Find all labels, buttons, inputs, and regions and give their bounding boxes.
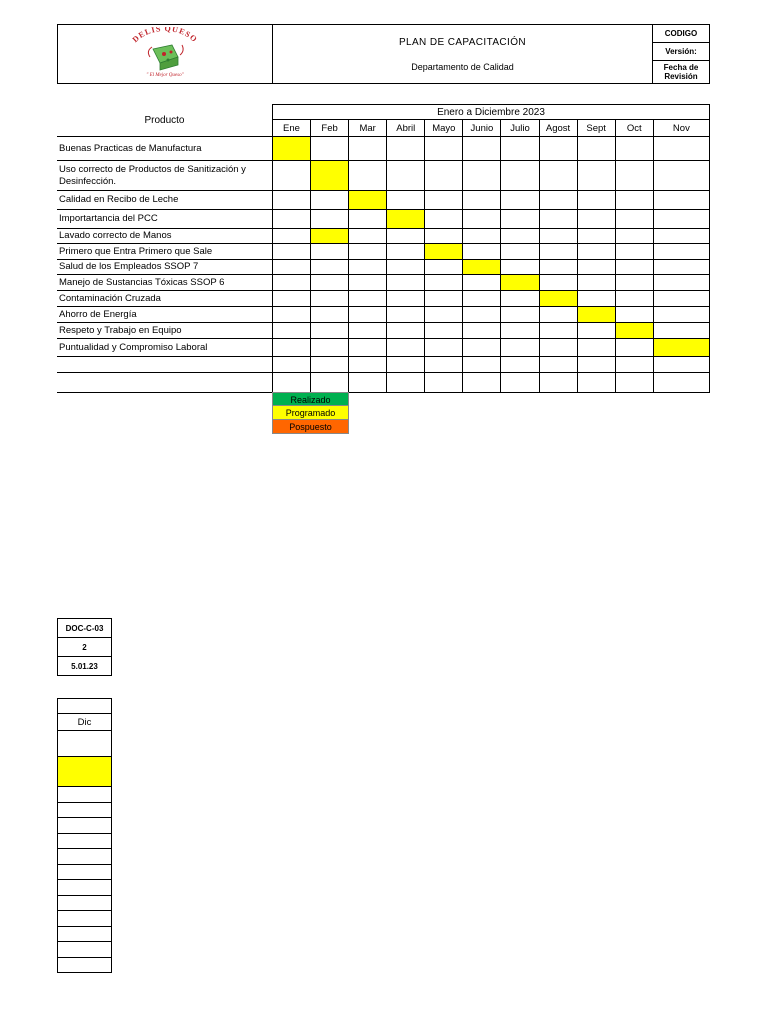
product-name: Puntualidad y Compromiso Laboral: [57, 339, 272, 357]
schedule-cell: [615, 307, 653, 323]
dic-cell: [58, 911, 112, 927]
schedule-cell: [463, 161, 501, 191]
schedule-cell: [539, 275, 577, 291]
dic-cell: [58, 942, 112, 958]
legend-done: Realizado: [272, 392, 349, 406]
schedule-cell: [311, 291, 349, 307]
product-name: Salud de los Empleados SSOP 7: [57, 260, 272, 275]
schedule-cell: [349, 373, 387, 393]
cheese-icon: [148, 45, 183, 70]
schedule-cell: [653, 291, 709, 307]
schedule-cell: [272, 210, 310, 229]
schedule-cell: [501, 339, 539, 357]
schedule-cell: [539, 161, 577, 191]
schedule-cell: [501, 260, 539, 275]
schedule-cell: [615, 339, 653, 357]
schedule-cell: [463, 137, 501, 161]
month-header-6: Julio: [501, 120, 539, 137]
schedule-cell: [387, 260, 425, 275]
schedule-cell: [387, 137, 425, 161]
schedule-cell: [615, 191, 653, 210]
schedule-cell: [539, 137, 577, 161]
schedule-cell: [425, 137, 463, 161]
scheduled-cell: [539, 291, 577, 307]
legend-postponed: Pospuesto: [272, 420, 349, 434]
schedule-cell: [463, 275, 501, 291]
schedule-cell: [653, 357, 709, 373]
dic-cell: [58, 864, 112, 880]
scheduled-cell: [577, 307, 615, 323]
month-header-10: Nov: [653, 120, 709, 137]
schedule-cell: [272, 323, 310, 339]
schedule-cell: [425, 229, 463, 244]
dic-cell: [58, 957, 112, 973]
schedule-cell: [501, 357, 539, 373]
schedule-cell: [615, 260, 653, 275]
schedule-cell: [387, 275, 425, 291]
schedule-row: [57, 260, 710, 275]
schedule-cell: [463, 339, 501, 357]
schedule-cell: [311, 191, 349, 210]
scheduled-cell: [501, 275, 539, 291]
month-header-9: Oct: [615, 120, 653, 137]
document-header: [57, 24, 710, 84]
dic-cell: [58, 880, 112, 896]
schedule-cell: [311, 339, 349, 357]
schedule-row: [57, 161, 710, 191]
schedule-cell: [577, 260, 615, 275]
schedule-cell: [653, 229, 709, 244]
schedule-cell: [577, 373, 615, 393]
schedule-cell: [463, 191, 501, 210]
schedule-row: [57, 210, 710, 229]
schedule-cell: [272, 161, 310, 191]
schedule-cell: [387, 244, 425, 260]
schedule-row: [57, 191, 710, 210]
schedule-cell: [615, 210, 653, 229]
scheduled-cell: [653, 339, 709, 357]
schedule-cell: [425, 307, 463, 323]
schedule-cell: [463, 229, 501, 244]
schedule-cell: [539, 210, 577, 229]
schedule-row: [57, 244, 710, 260]
schedule-cell: [463, 307, 501, 323]
product-name: Lavado correcto de Manos: [57, 229, 272, 244]
dic-top-cell: [58, 699, 112, 714]
schedule-cell: [577, 291, 615, 307]
product-name: Primero que Entra Primero que Sale: [57, 244, 272, 260]
schedule-cell: [615, 161, 653, 191]
product-name: Importartancia del PCC: [57, 210, 272, 229]
schedule-cell: [425, 161, 463, 191]
month-header-0: Ene: [272, 120, 310, 137]
schedule-row: [57, 357, 710, 373]
schedule-cell: [387, 191, 425, 210]
schedule-cell: [653, 260, 709, 275]
schedule-cell: [501, 373, 539, 393]
schedule-cell: [577, 339, 615, 357]
dic-cell: [58, 818, 112, 834]
schedule-cell: [653, 244, 709, 260]
dic-column-overflow: [57, 698, 112, 973]
schedule-cell: [349, 260, 387, 275]
schedule-cell: [539, 357, 577, 373]
schedule-cell: [349, 161, 387, 191]
schedule-cell: [272, 291, 310, 307]
schedule-cell: [539, 323, 577, 339]
schedule-cell: [349, 210, 387, 229]
schedule-cell: [311, 137, 349, 161]
schedule-cell: [349, 137, 387, 161]
product-name: Respeto y Trabajo en Equipo: [57, 323, 272, 339]
schedule-cell: [653, 210, 709, 229]
schedule-cell: [387, 339, 425, 357]
svg-text:DELIS QUESO: [131, 27, 200, 44]
schedule-cell: [425, 260, 463, 275]
schedule-row: [57, 275, 710, 291]
schedule-cell: [387, 307, 425, 323]
schedule-cell: [615, 275, 653, 291]
month-header-8: Sept: [577, 120, 615, 137]
product-name: Contaminación Cruzada: [57, 291, 272, 307]
schedule-cell: [501, 244, 539, 260]
schedule-cell: [463, 323, 501, 339]
schedule-cell: [272, 244, 310, 260]
schedule-cell: [501, 323, 539, 339]
schedule-cell: [311, 210, 349, 229]
dic-cell: [58, 731, 112, 757]
schedule-cell: [387, 373, 425, 393]
schedule-cell: [311, 373, 349, 393]
schedule-cell: [463, 210, 501, 229]
schedule-cell: [501, 161, 539, 191]
month-header-5: Junio: [463, 120, 501, 137]
product-column-header: Producto: [57, 105, 272, 137]
dic-scheduled-cell: [58, 757, 112, 787]
schedule-cell: [272, 307, 310, 323]
schedule-cell: [425, 210, 463, 229]
dic-cell: [58, 926, 112, 942]
schedule-cell: [653, 307, 709, 323]
scheduled-cell: [425, 244, 463, 260]
schedule-cell: [539, 339, 577, 357]
page-title: PLAN DE CAPACITACIÓN: [398, 36, 527, 48]
status-legend: [272, 392, 349, 434]
schedule-cell: [349, 357, 387, 373]
schedule-cell: [425, 275, 463, 291]
logo-cell: [58, 25, 273, 84]
schedule-cell: [425, 323, 463, 339]
logo-slogan: " El Mejor Queso": [146, 72, 184, 77]
schedule-cell: [349, 275, 387, 291]
schedule-row: [57, 229, 710, 244]
schedule-cell: [577, 244, 615, 260]
month-header-1: Feb: [311, 120, 349, 137]
schedule-cell: [311, 244, 349, 260]
schedule-cell: [615, 137, 653, 161]
schedule-cell: [387, 357, 425, 373]
scheduled-cell: [311, 161, 349, 191]
document-code-values: [57, 618, 112, 676]
schedule-cell: [501, 291, 539, 307]
department-name: Departamento de Calidad: [411, 61, 514, 72]
schedule-cell: [539, 244, 577, 260]
schedule-cell: [349, 244, 387, 260]
schedule-cell: [349, 307, 387, 323]
schedule-cell: [272, 260, 310, 275]
version-label: Versión:: [653, 42, 710, 60]
schedule-cell: [501, 137, 539, 161]
date-range-header: Enero a Diciembre 2023: [272, 105, 709, 120]
schedule-cell: [272, 357, 310, 373]
product-name: Calidad en Recibo de Leche: [57, 191, 272, 210]
schedule-cell: [615, 291, 653, 307]
schedule-cell: [539, 229, 577, 244]
schedule-cell: [653, 137, 709, 161]
dic-cell: [58, 802, 112, 818]
schedule-row: [57, 291, 710, 307]
schedule-cell: [387, 229, 425, 244]
schedule-row: [57, 137, 710, 161]
schedule-cell: [615, 357, 653, 373]
schedule-cell: [425, 357, 463, 373]
fecha-label: Fecha de Revisión: [653, 60, 710, 83]
schedule-row: [57, 307, 710, 323]
schedule-cell: [577, 137, 615, 161]
schedule-cell: [653, 373, 709, 393]
schedule-cell: [615, 244, 653, 260]
scheduled-cell: [272, 137, 310, 161]
dic-cell: [58, 849, 112, 865]
schedule-row: [57, 373, 710, 393]
schedule-cell: [463, 357, 501, 373]
version-value: 2: [58, 638, 112, 657]
schedule-cell: [387, 161, 425, 191]
scheduled-cell: [615, 323, 653, 339]
month-header-7: Agost: [539, 120, 577, 137]
schedule-cell: [539, 260, 577, 275]
schedule-cell: [577, 210, 615, 229]
schedule-cell: [501, 229, 539, 244]
schedule-cell: [425, 191, 463, 210]
schedule-cell: [272, 229, 310, 244]
schedule-cell: [311, 307, 349, 323]
schedule-cell: [577, 191, 615, 210]
schedule-cell: [349, 229, 387, 244]
schedule-cell: [653, 323, 709, 339]
schedule-cell: [349, 291, 387, 307]
scheduled-cell: [387, 210, 425, 229]
delis-queso-logo: [120, 27, 210, 77]
schedule-cell: [577, 357, 615, 373]
schedule-cell: [615, 229, 653, 244]
schedule-cell: [349, 323, 387, 339]
schedule-cell: [501, 191, 539, 210]
dic-month-header: Dic: [58, 714, 112, 731]
schedule-cell: [272, 275, 310, 291]
schedule-cell: [577, 275, 615, 291]
dic-cell: [58, 895, 112, 911]
month-header-4: Mayo: [425, 120, 463, 137]
schedule-cell: [311, 357, 349, 373]
scheduled-cell: [463, 260, 501, 275]
schedule-cell: [272, 373, 310, 393]
schedule-cell: [387, 323, 425, 339]
header-title-cell: [273, 25, 653, 84]
legend-programmed: Programado: [272, 406, 349, 420]
training-schedule-table: [57, 104, 710, 393]
dic-cell: [58, 833, 112, 849]
dic-cell: [58, 787, 112, 803]
schedule-cell: [425, 373, 463, 393]
scheduled-cell: [349, 191, 387, 210]
schedule-cell: [272, 191, 310, 210]
schedule-cell: [577, 161, 615, 191]
schedule-cell: [501, 210, 539, 229]
schedule-cell: [539, 373, 577, 393]
schedule-row: [57, 323, 710, 339]
product-name: Manejo de Sustancias Tóxicas SSOP 6: [57, 275, 272, 291]
schedule-cell: [272, 339, 310, 357]
schedule-cell: [311, 323, 349, 339]
fecha-value: 5.01.23: [58, 657, 112, 676]
schedule-cell: [653, 191, 709, 210]
schedule-cell: [387, 291, 425, 307]
codigo-label: CODIGO: [653, 25, 710, 43]
codigo-value: DOC-C-03: [58, 619, 112, 638]
schedule-cell: [539, 307, 577, 323]
schedule-cell: [577, 323, 615, 339]
schedule-cell: [425, 291, 463, 307]
logo-arc-text: DELIS QUESO: [130, 26, 200, 44]
schedule-cell: [311, 275, 349, 291]
schedule-cell: [463, 291, 501, 307]
schedule-cell: [311, 260, 349, 275]
schedule-cell: [463, 244, 501, 260]
schedule-cell: [349, 339, 387, 357]
product-name: [57, 373, 272, 393]
schedule-cell: [539, 191, 577, 210]
product-name: Uso correcto de Productos de Sanitización y Desinfección.: [57, 161, 272, 191]
schedule-cell: [653, 161, 709, 191]
product-name: Buenas Practicas de Manufactura: [57, 137, 272, 161]
schedule-cell: [653, 275, 709, 291]
month-header-3: Abril: [387, 120, 425, 137]
product-name: [57, 357, 272, 373]
schedule-cell: [577, 229, 615, 244]
month-header-2: Mar: [349, 120, 387, 137]
schedule-cell: [501, 307, 539, 323]
schedule-row: [57, 339, 710, 357]
schedule-cell: [615, 373, 653, 393]
schedule-cell: [463, 373, 501, 393]
product-name: Ahorro de Energía: [57, 307, 272, 323]
scheduled-cell: [311, 229, 349, 244]
schedule-cell: [425, 339, 463, 357]
